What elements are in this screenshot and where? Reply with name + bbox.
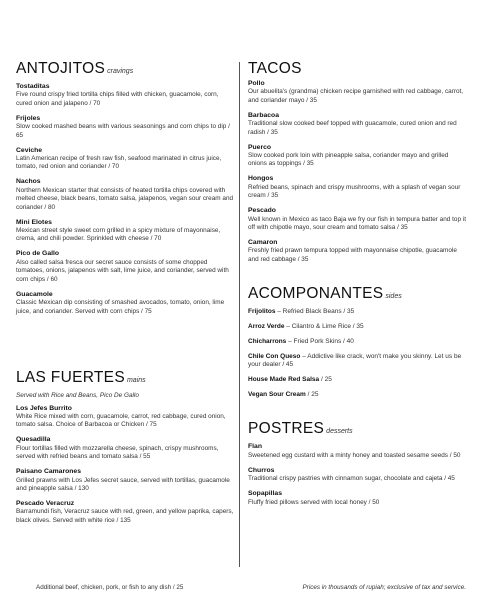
menu-item-name: Frijolitos bbox=[248, 307, 276, 315]
antojitos-subtitle: cravings bbox=[107, 68, 134, 75]
acomponantes-subtitle: sides bbox=[385, 292, 402, 300]
footer-extra-protein: Additional beef, chicken, pork, or fish to any dish / 25 bbox=[36, 584, 184, 591]
postres-title: POSTRES desserts bbox=[248, 420, 353, 438]
menu-item bbox=[16, 250, 234, 284]
menu-item-desc: Traditional crispy pastries with cinnamon sugar, chocolate and cajeta / 45 bbox=[248, 475, 455, 483]
menu-item-desc: Freshly fried prawn tempura topped with mayonnaise chipotle, guacamole and red cabbage / 35 bbox=[248, 247, 457, 263]
menu-item bbox=[16, 178, 234, 212]
spacer bbox=[16, 323, 234, 369]
menu-item bbox=[248, 175, 468, 200]
menu-item-name: Pollo bbox=[248, 80, 265, 87]
menu-item-desc: Grilled prawns with Los Jefes secret sauce, served with tortillas, guacamole and pineapple salsa / 130 bbox=[16, 476, 230, 492]
menu-item-name: Arroz Verde bbox=[248, 322, 285, 330]
menu-item-desc: – Fried Pork Skins / 40 bbox=[286, 337, 354, 345]
menu-item-name: Hongos bbox=[248, 175, 274, 183]
menu-item-name: Chile Con Queso bbox=[248, 352, 301, 360]
menu-item-name: Los Jefes Burrito bbox=[16, 404, 72, 412]
right-column bbox=[248, 60, 468, 514]
fuertes-subtitle: mains bbox=[126, 376, 146, 384]
menu-item bbox=[248, 323, 468, 331]
menu-item-desc: Traditional slow cooked beef topped with guacamole, cured onion and red radish / 35 bbox=[248, 120, 457, 136]
menu-item-desc: – Addictive like crack, won't make you skinny. Let us be your dealer / 45 bbox=[248, 352, 462, 369]
menu-item-desc: Our abuelita's (grandma) chicken recipe garnished with red cabbage, carrot, and coriander mayo / 35 bbox=[248, 88, 464, 104]
menu-item bbox=[16, 436, 234, 461]
spacer bbox=[248, 271, 468, 285]
menu-item-name: Barbacoa bbox=[248, 111, 279, 119]
menu-item-desc: Flour tortillas filled with mozzarella cheese, spinach, crispy mushrooms, served with refried beans and tomato salsa / 55 bbox=[16, 444, 219, 461]
menu-item bbox=[16, 83, 234, 108]
menu-item-desc: Sweetened egg custard with a minty honey and toasted sesame seeds / 50 bbox=[248, 451, 461, 459]
menu-item-name: Sopapillas bbox=[248, 490, 282, 498]
tacos-title: TACOS bbox=[248, 60, 302, 77]
menu-item-desc: – Refried Black Beans / 35 bbox=[275, 307, 355, 315]
menu-item-name: Ceviche bbox=[16, 146, 43, 154]
antojitos-list bbox=[16, 83, 234, 316]
menu-item-desc: Five round crispy fried tortilla chips filled with chicken, guacamole, corn, cured onion and jalapeno / 70 bbox=[16, 91, 219, 107]
fuertes-title: LAS FUERTES mains bbox=[16, 368, 146, 386]
menu-item-desc: / 25 bbox=[305, 391, 319, 399]
menu-item bbox=[248, 308, 468, 316]
menu-item-name: Tostaditas bbox=[16, 83, 50, 90]
column-divider bbox=[239, 62, 240, 567]
menu-item-desc: Slow cooked mashed beans with various seasonings and corn chips to dip / 65 bbox=[16, 123, 230, 139]
menu-item-name: Vegan Sour Cream bbox=[248, 391, 306, 399]
menu-item bbox=[16, 219, 234, 244]
menu-item-name: Frijoles bbox=[16, 114, 41, 122]
menu-item-name: Churros bbox=[248, 466, 275, 474]
menu-item-name: Pico de Gallo bbox=[16, 250, 60, 258]
tacos-list bbox=[248, 80, 468, 264]
menu-item-desc: Latin American recipe of fresh raw fish, seafood marinated in citrus juice, tomato, red onion and coriander / 70 bbox=[16, 155, 222, 171]
menu-item-desc: Barramundi fish, Veracruz sauce with red, green, and yellow paprika, capers, black olives. Served with white rice / 135 bbox=[16, 508, 234, 524]
menu-item-name: Mini Elotes bbox=[16, 218, 52, 226]
postres-list bbox=[248, 443, 468, 507]
menu-item-name: Chicharrons bbox=[248, 337, 287, 345]
menu-item-desc: Northern Mexican starter that consists of heated tortilla chips covered with melted cheese, black beans, tomato salsa, jalapenos, vegan sour cream and coriander / 80 bbox=[16, 186, 234, 211]
menu-item bbox=[248, 353, 468, 370]
acomponantes-list bbox=[248, 308, 468, 400]
menu-item-desc: Slow cooked pork loin with pineapple salsa, coriander mayo and grilled onions as toppings / 35 bbox=[248, 152, 449, 168]
menu-item-name: Pescado Veracruz bbox=[16, 499, 75, 507]
spacer bbox=[248, 406, 468, 420]
menu-item-desc: – Cilantro & Lime Rice / 35 bbox=[284, 322, 364, 330]
menu-item-desc: Well known in Mexico as taco Baja we fry our fish in tempura batter and top it off with chipotle mayo, sour cream and tomato salsa / 35 bbox=[248, 215, 466, 232]
menu-item-desc: White Rice mixed with corn, guacamole, carrot, red cabbage, cured onion, tomato salsa. Choice of Barbacoa or Chicken / 75 bbox=[16, 412, 226, 429]
menu-item-name: Pescado bbox=[248, 207, 276, 215]
menu-item bbox=[248, 467, 468, 484]
menu-item bbox=[248, 376, 468, 384]
footer-price-note: Prices in thousands of rupiah; exclusive of tax and service. bbox=[302, 584, 466, 591]
menu-item-desc: Also called salsa fresca our secret sauce consists of some chopped tomatoes, onions, jalapenos with salt, lime juice, and coriander, served with corn chips / 60 bbox=[16, 258, 229, 283]
menu-item bbox=[16, 147, 234, 172]
menu-item bbox=[248, 112, 468, 137]
menu-item-name: Camaron bbox=[248, 239, 278, 247]
menu-item-desc: Mexican street style sweet corn grilled in a spicy mixture of mayonnaise, crema, and chili powder. Sprinkled with cheese / 70 bbox=[16, 227, 221, 243]
menu-item bbox=[16, 291, 234, 316]
menu-item-name: Quesadilla bbox=[16, 436, 51, 444]
menu-item bbox=[248, 144, 468, 169]
menu-item-desc: Refried beans, spinach and crispy mushrooms, with a splash of vegan sour cream / 35 bbox=[248, 183, 461, 200]
menu-item bbox=[248, 391, 468, 399]
left-column bbox=[16, 60, 234, 532]
menu-item-name: Guacamole bbox=[16, 290, 53, 298]
menu-item-name: Paisano Camarones bbox=[16, 468, 81, 476]
fuertes-list bbox=[16, 405, 234, 526]
menu-item-name: Puerco bbox=[248, 143, 272, 151]
menu-item bbox=[16, 468, 234, 493]
menu-item-name: Nachos bbox=[16, 178, 41, 186]
antojitos-title: ANTOJITOS cravings bbox=[16, 60, 134, 77]
postres-subtitle: desserts bbox=[326, 428, 353, 436]
menu-item bbox=[248, 490, 468, 507]
menu-item bbox=[16, 500, 234, 525]
menu-item bbox=[16, 405, 234, 430]
menu-item-name: House Made Red Salsa bbox=[248, 376, 320, 384]
menu-item bbox=[248, 338, 468, 346]
fuertes-note: Served with Rice and Beans, Pico De Gallo bbox=[16, 391, 139, 399]
menu-item-name: Flan bbox=[248, 443, 262, 451]
menu-item bbox=[248, 80, 468, 105]
menu-item-desc: / 25 bbox=[319, 376, 332, 384]
menu-item-desc: Classic Mexican dip consisting of smashed avocados, tomato, onion, lime juice, and coriander. Served with corn chips / 75 bbox=[16, 299, 225, 315]
menu-item bbox=[248, 443, 468, 460]
menu-item bbox=[16, 115, 234, 140]
acomponantes-title: ACOMPONANTES sides bbox=[248, 284, 402, 302]
menu-item-desc: Fluffy fried pillows served with local honey / 50 bbox=[248, 498, 380, 506]
menu-item bbox=[248, 239, 468, 264]
menu-item bbox=[248, 207, 468, 232]
